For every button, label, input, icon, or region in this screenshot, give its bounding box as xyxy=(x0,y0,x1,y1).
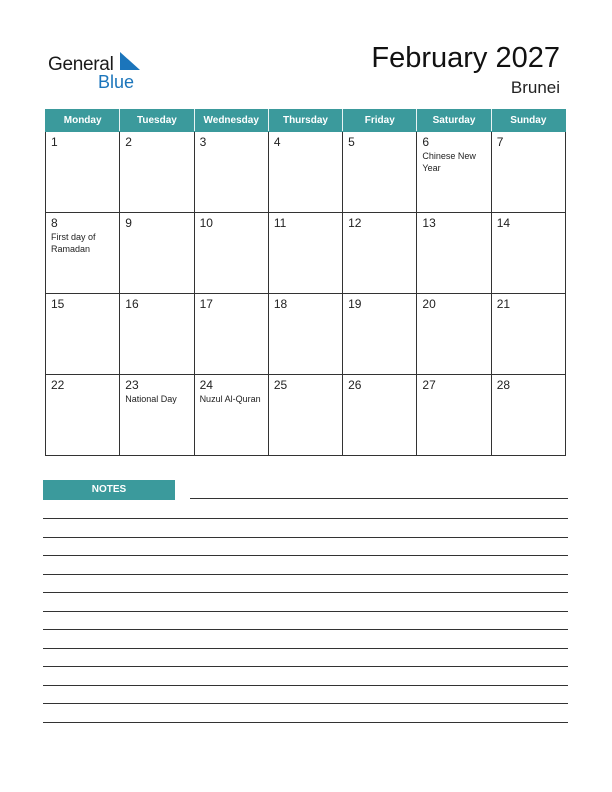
holiday-label: Chinese New Year xyxy=(422,151,476,173)
weekday-monday: Monday xyxy=(46,110,120,132)
note-line xyxy=(43,629,568,630)
day-number: 18 xyxy=(273,297,288,311)
brand-word-general: General xyxy=(48,54,114,75)
day-number: 1 xyxy=(51,135,58,149)
calendar-day-cell xyxy=(417,375,491,456)
notes-label: NOTES xyxy=(43,480,175,500)
brand-word-blue: Blue xyxy=(98,72,135,92)
calendar-week-row xyxy=(46,294,566,375)
note-line xyxy=(43,722,568,723)
calendar-day-cell xyxy=(417,213,491,294)
day-number: 10 xyxy=(199,216,213,230)
calendar-week-row xyxy=(46,213,566,294)
day-number: 11 xyxy=(273,216,287,230)
day-number: 24 xyxy=(199,378,213,392)
note-line xyxy=(43,592,568,593)
day-number: 3 xyxy=(199,135,207,149)
note-line xyxy=(43,685,568,686)
calendar-day-cell xyxy=(194,294,268,375)
calendar-day-cell xyxy=(194,213,268,294)
country-name: Brunei xyxy=(510,78,560,97)
calendar-day-cell xyxy=(491,294,565,375)
day-number: 26 xyxy=(348,378,362,392)
calendar-day-cell xyxy=(120,132,194,213)
calendar-day-cell xyxy=(268,375,342,456)
calendar-day-cell xyxy=(417,132,491,213)
calendar-day-cell xyxy=(46,213,120,294)
calendar-day-cell xyxy=(194,375,268,456)
calendar-day-cell xyxy=(491,375,565,456)
calendar-day-cell xyxy=(343,213,417,294)
day-number: 8 xyxy=(51,216,58,230)
brand-logo xyxy=(48,52,148,92)
holiday-label: National Day xyxy=(125,394,177,404)
note-line xyxy=(43,611,568,612)
day-number: 20 xyxy=(422,297,436,311)
day-number: 28 xyxy=(496,378,511,392)
weekday-tuesday: Tuesday xyxy=(120,110,194,132)
note-line xyxy=(43,666,568,667)
day-number: 16 xyxy=(125,297,139,311)
day-number: 22 xyxy=(51,378,65,392)
calendar-day-cell xyxy=(268,213,342,294)
day-number: 5 xyxy=(348,135,355,149)
note-line xyxy=(190,498,568,499)
weekday-wednesday: Wednesday xyxy=(194,110,268,132)
day-number: 14 xyxy=(496,216,511,230)
weekday-friday: Friday xyxy=(343,110,417,132)
month-year-title: February 2027 xyxy=(371,42,560,74)
weekday-header-row xyxy=(46,110,566,132)
calendar-day-cell xyxy=(343,294,417,375)
note-line xyxy=(43,648,568,649)
holiday-label: First day of Ramadan xyxy=(51,232,96,254)
day-number: 2 xyxy=(125,135,132,149)
calendar-day-cell xyxy=(46,132,120,213)
day-number: 17 xyxy=(199,297,213,311)
calendar-day-cell xyxy=(343,375,417,456)
weekday-thursday: Thursday xyxy=(268,110,342,132)
day-number: 13 xyxy=(422,216,436,230)
day-number: 4 xyxy=(273,135,281,149)
calendar-day-cell xyxy=(343,132,417,213)
note-line xyxy=(43,555,568,556)
day-number: 21 xyxy=(496,297,511,311)
day-number: 25 xyxy=(273,378,288,392)
day-number: 6 xyxy=(422,135,430,149)
day-number: 27 xyxy=(422,378,436,392)
holiday-label: Nuzul Al-Quran xyxy=(199,394,261,404)
calendar-day-cell xyxy=(491,132,565,213)
day-number: 9 xyxy=(125,216,132,230)
weekday-saturday: Saturday xyxy=(417,110,491,132)
calendar-day-cell xyxy=(46,375,120,456)
day-number: 12 xyxy=(348,216,362,230)
calendar-day-cell xyxy=(120,294,194,375)
day-number: 7 xyxy=(496,135,504,149)
note-line xyxy=(43,518,568,519)
logo-triangle-icon xyxy=(120,52,140,72)
note-line xyxy=(43,537,568,538)
note-line xyxy=(43,574,568,575)
calendar-grid xyxy=(45,109,566,456)
calendar-day-cell xyxy=(268,294,342,375)
calendar-day-cell xyxy=(268,132,342,213)
calendar-day-cell xyxy=(491,213,565,294)
weekday-sunday: Sunday xyxy=(491,110,565,132)
day-number: 19 xyxy=(348,297,362,311)
calendar-week-row xyxy=(46,132,566,213)
calendar-week-row xyxy=(46,375,566,456)
day-number: 15 xyxy=(51,297,65,311)
calendar-day-cell xyxy=(46,294,120,375)
calendar-day-cell xyxy=(194,132,268,213)
calendar-day-cell xyxy=(120,375,194,456)
calendar-day-cell xyxy=(417,294,491,375)
note-line xyxy=(43,703,568,704)
day-number: 23 xyxy=(125,378,139,392)
calendar-day-cell xyxy=(120,213,194,294)
